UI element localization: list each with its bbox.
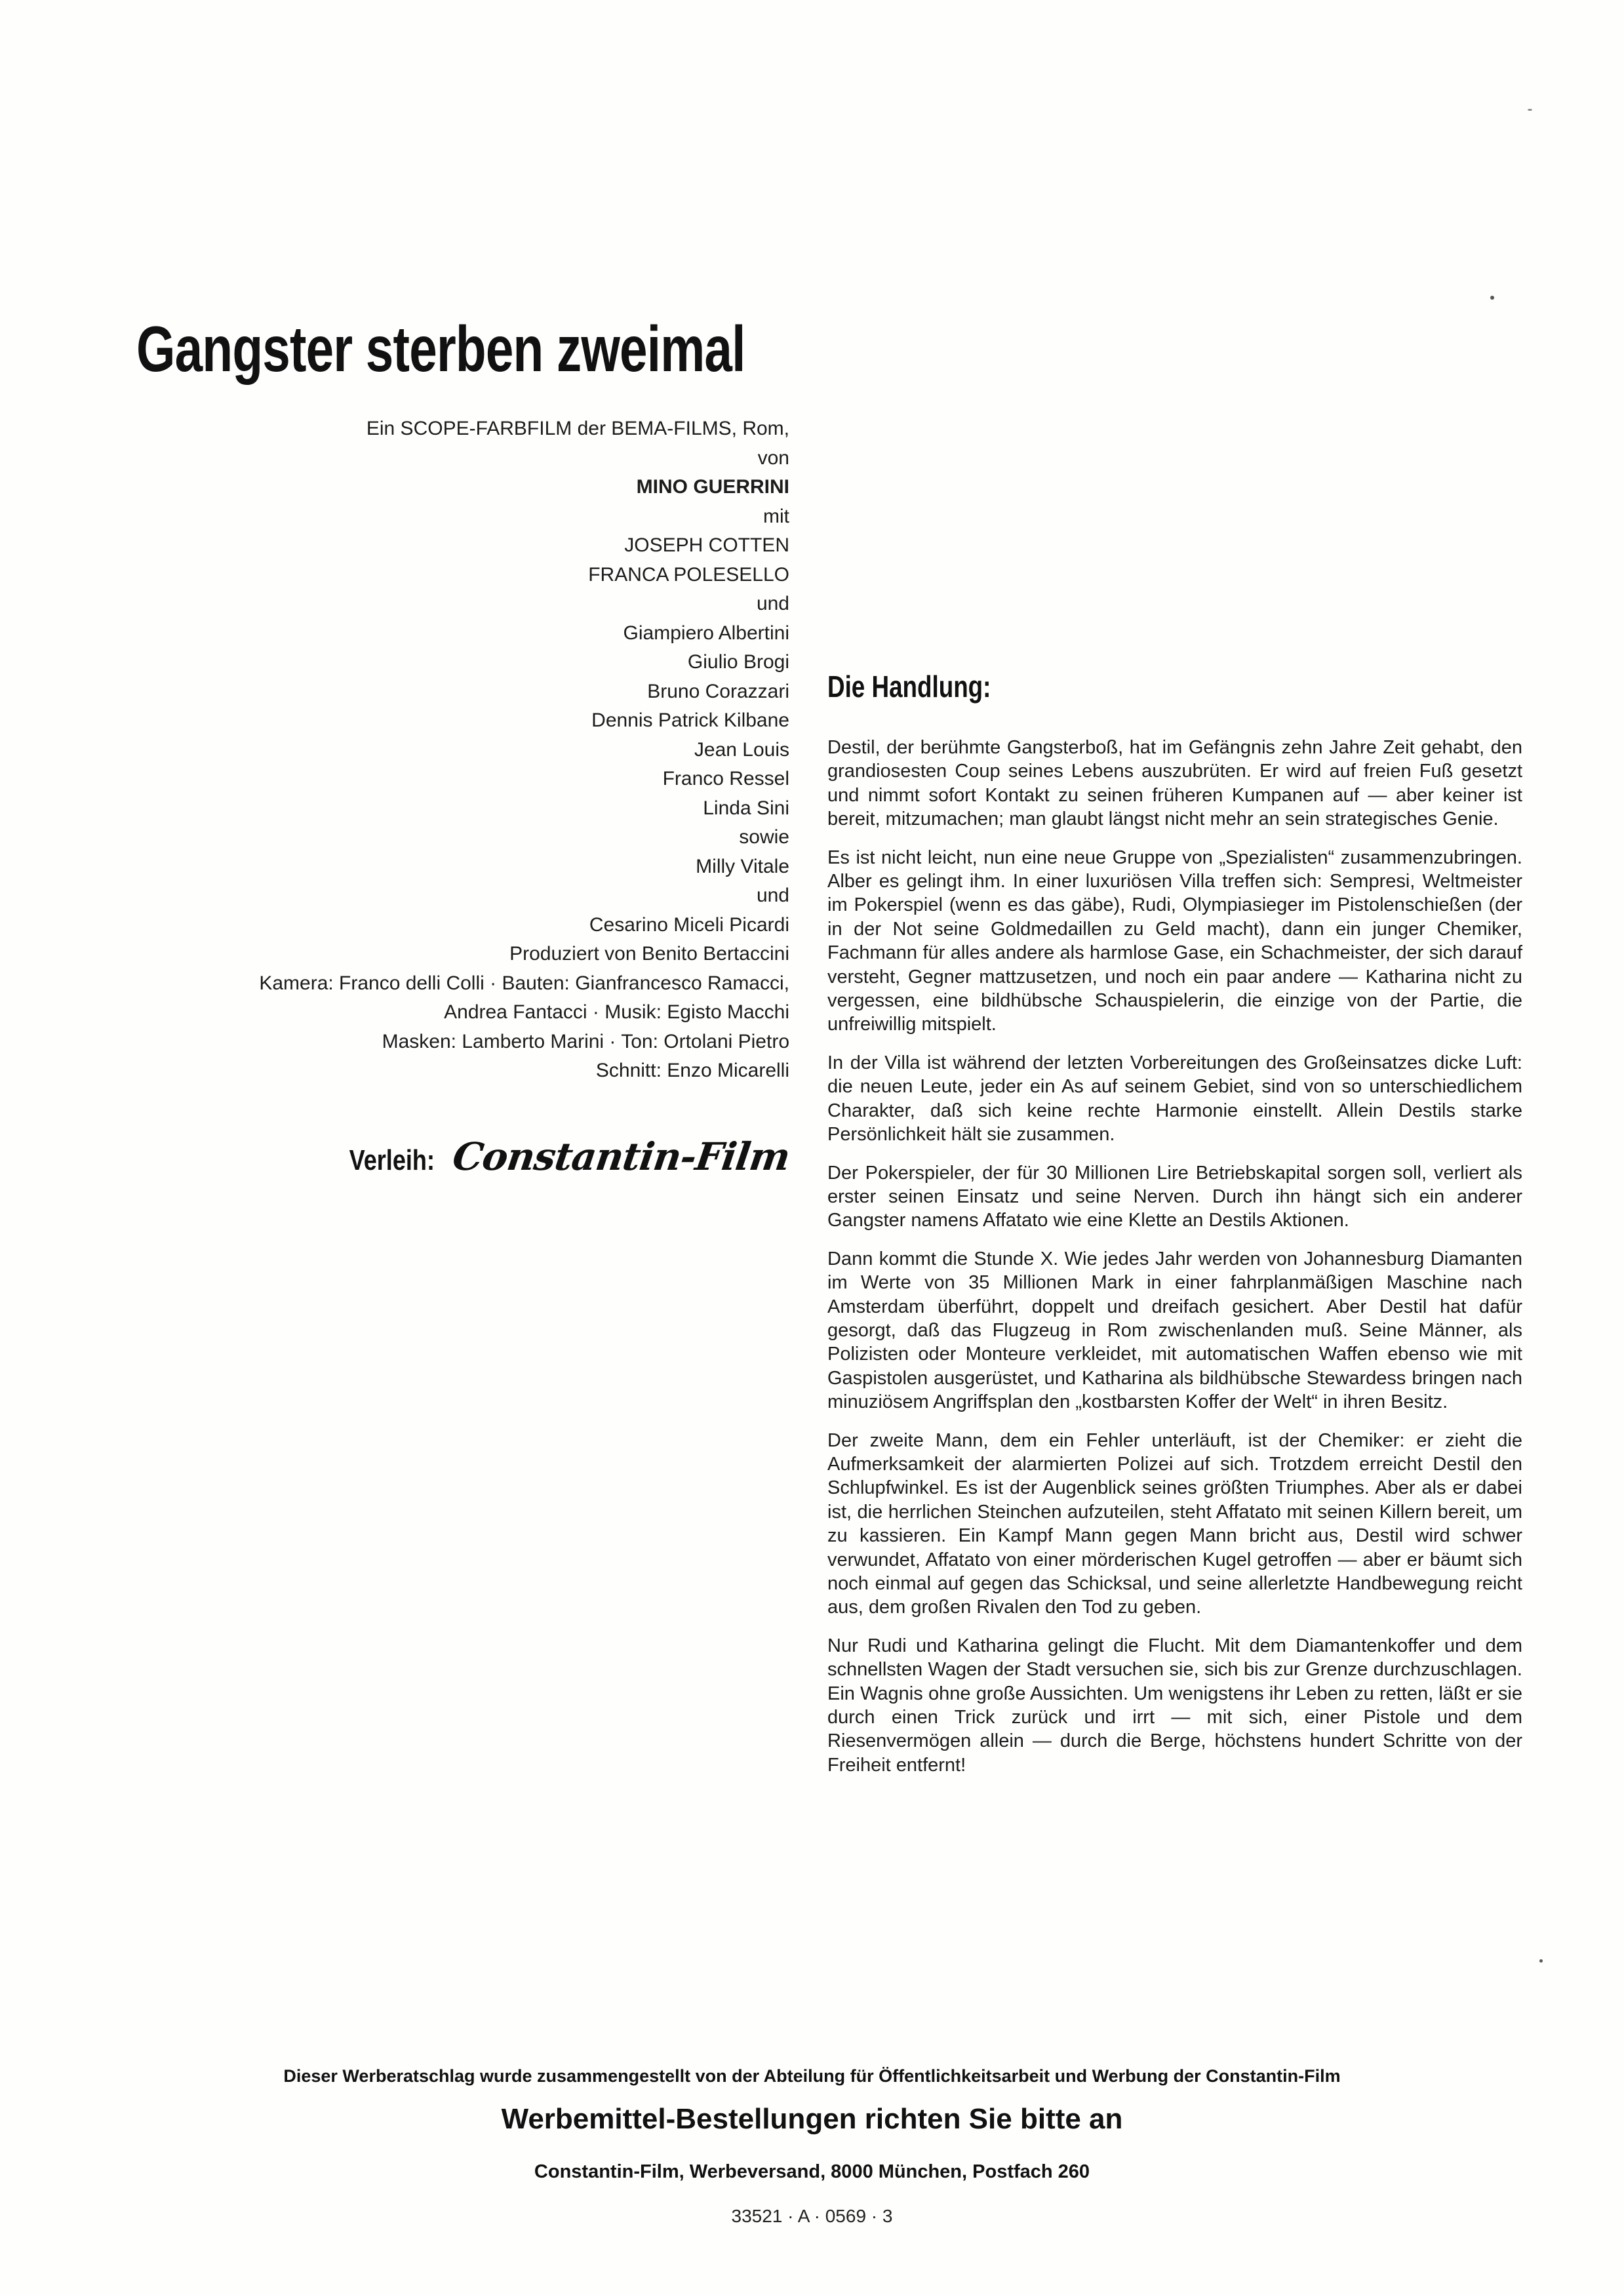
credit-line: JOSEPH COTTEN [624,534,789,556]
footer-compiled-note: Dieser Werberatschlag wurde zusammengestellt von der Abteilung für Öffentlichkeitsarbeit und Werbung der Constantin-Film [283,2066,1341,2086]
footer-catalog-number: 33521 · A · 0569 · 3 [731,2206,893,2226]
credit-line: sowie [739,826,789,848]
credit-line: FRANCA POLESELLO [588,563,789,586]
credit-line: Giampiero Albertini [623,622,789,644]
plot-paragraph: In der Villa ist während der letzten Vorbereitungen des Großeinsatzes dicke Luft: die neuen Leute, jeder ein As auf seinem Gebiet, sind von so unterschiedlichem Charakter, daß sich keine rechte Harmonie einstellt. Allein Destils starke Persönlichkeit hält sie zusammen. [827,1052,1522,1146]
credit-line: mit [763,505,789,527]
credit-line: und [756,885,789,906]
print-speck [1490,296,1494,300]
credit-line: Bruno Corazzari [647,680,789,702]
credit-line: MINO GUERRINI [636,476,789,498]
credit-line: Kamera: Franco delli Colli · Bauten: Gianfrancesco Ramacci, [259,972,789,994]
plot-paragraph: Der Pokerspieler, der für 30 Millionen Lire Betriebskapital sorgen soll, verliert als erster seinen Einsatz und seine Nerven. Durch ihn hängt sich ein anderer Gangster namens Affatato wie eine Klette an Destils Aktionen. [827,1162,1522,1231]
print-speck [1539,1959,1543,1963]
plot-section [827,669,1522,1791]
footer-address: Constantin-Film, Werbeversand, 8000 München, Postfach 260 [534,2161,1090,2182]
credit-line: Produziert von Benito Bertaccini [509,943,789,965]
plot-heading: Die Handlung: [827,669,991,704]
credit-line: Masken: Lamberto Marini · Ton: Ortolani Pietro [382,1030,789,1052]
credit-line: Schnitt: Enzo Micarelli [595,1060,789,1081]
credit-line: und [756,593,789,614]
plot-paragraph: Destil, der berühmte Gangsterboß, hat im Gefängnis zehn Jahre Zeit gehabt, den grandiosesten Coup seines Lebens auszubrüten. Er wird auf freien Fuß gesetzt und nimmt sofort Kontakt zu seinen früheren Kumpanen auf — aber keiner ist bereit, mitzumachen; man glaubt längst nicht mehr an sein strategisches Genie. [827,737,1522,830]
credit-line: Cesarino Miceli Picardi [589,913,789,936]
film-title: Gangster sterben zweimal [136,313,745,385]
credit-line: Andrea Fantacci · Musik: Egisto Macchi [444,1001,789,1023]
distributor-label: Verleih: [349,1144,435,1176]
credit-line: Milly Vitale [696,855,789,877]
credit-line: Dennis Patrick Kilbane [591,709,789,731]
plot-text [827,736,1522,1777]
credit-line: Franco Ressel [662,768,789,789]
constantin-film-logo: Constantin-Film [450,1134,793,1179]
credit-line: Linda Sini [703,797,789,819]
plot-paragraph: Dann kommt die Stunde X. Wie jedes Jahr werden von Johannesburg Diamanten im Werte von 35 Millionen Mark in einer fahrplanmäßigen Maschine nach Amsterdam überführt, doppelt und dreifach gesichert. Aber Destil hat dafür gesorgt, daß das Flugzeug in Rom zwischenlanden muß. Seine Männer, als Polizisten oder Monteure verkleidet, mit automatischen Waffen ebenso wie mit Gaspistolen ausgerüstet, und Katharina als bildhübsche Stewardess bringen nach minuziösem Angriffsplan den „kostbarsten Koffer der Welt“ in ihren Besitz. [827,1248,1522,1413]
credit-line: Giulio Brogi [687,651,789,673]
credit-line: Ein SCOPE-FARBFILM der BEMA-FILMS, Rom, [366,418,789,439]
credit-line: von [757,447,789,469]
credits-block [259,414,789,1086]
plot-paragraph: Nur Rudi und Katharina gelingt die Flucht. Mit dem Diamantenkoffer und dem schnellsten Wagen der Stadt versuchen sie, sich bis zur Grenze durchzuschlagen. Ein Wagnis ohne große Aussichten. Um wenigstens ihr Leben zu retten, läßt er sie durch einen Trick zurück und irrt — mit sich, einer Pistole und dem Riesenvermögen allein — durch die Berge, höchstens hundert Schritte von der Freiheit entfernt! [827,1635,1522,1776]
plot-paragraph: Es ist nicht leicht, nun eine neue Gruppe von „Spezialisten“ zusammenzubringen. Alber es gelingt ihm. In einer luxuriösen Villa treffen sich: Sempresi, Weltmeister im Pokerspiel (wenn es das gäbe), Rudi, Olympiasieger im Pistolenschießen (der in der Not seine Goldmedaillen zu Geld macht), dann ein junger Chemiker, Fachmann für alles andere als harmlose Gase, ein Schachmeister, der sich darauf versteht, Gegner mattzusetzen, und noch ein paar andere — Katharina nicht zu vergessen, eine bildhübsche Schauspielerin, die einzige von der Partie, die unfreiwillig mitspielt. [827,847,1522,1035]
distributor-line [330,1134,793,1179]
plot-paragraph: Der zweite Mann, dem ein Fehler unterläuft, ist der Chemiker: er zieht die Aufmerksamkeit der alarmierten Polizei auf sich. Trotzdem erreicht Destil den Schlupfwinkel. Es ist der Augenblick seines größten Triumphes. Aber als er dabei ist, die herrlichen Steinchen aufzuteilen, steht Affatato mit seinen Killern bereit, um zu kassieren. Ein Kampf Mann gegen Mann bricht aus, Destil wird schwer verwundet, Affatato von einer mörderischen Kugel getroffen — aber er bäumt sich noch einmal auf gegen das Schicksal, und seine allerletzte Handbewegung reicht aus, dem großen Rivalen den Tod zu geben. [827,1429,1522,1618]
print-speck [1528,109,1532,111]
credit-line: Jean Louis [694,738,789,761]
footer-order-heading: Werbemittel-Bestellungen richten Sie bitte an [501,2103,1123,2135]
